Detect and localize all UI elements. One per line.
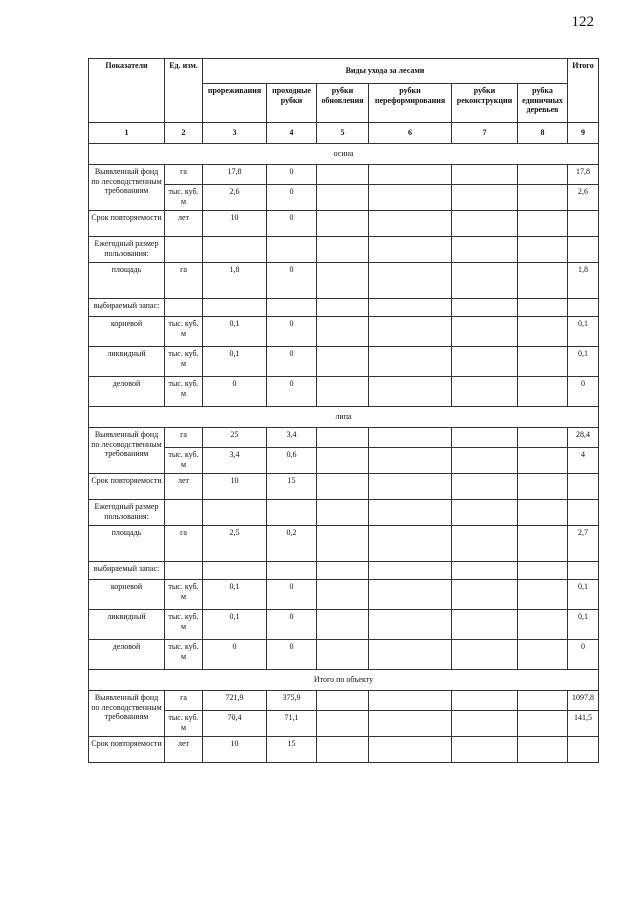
empty-cell: [518, 711, 568, 737]
thinning-value: 70,4: [203, 711, 267, 737]
empty-cell: [452, 691, 518, 711]
row-unit: [165, 500, 203, 526]
total-value: [568, 474, 599, 500]
empty-cell: [518, 185, 568, 211]
empty-cell: [518, 640, 568, 670]
thinning-value: [203, 500, 267, 526]
empty-cell: [518, 474, 568, 500]
empty-cell: [369, 711, 452, 737]
column-number: 4: [267, 123, 317, 144]
header-thinning: прореживания: [203, 84, 267, 123]
total-value: [568, 299, 599, 317]
row-unit: лет: [165, 474, 203, 500]
empty-cell: [369, 691, 452, 711]
section-title: Итого по объекту: [89, 670, 599, 691]
total-value: 0: [568, 640, 599, 670]
row-unit: га: [165, 526, 203, 562]
total-value: [568, 737, 599, 763]
empty-cell: [317, 299, 369, 317]
passing-cut-value: 0: [267, 580, 317, 610]
total-value: 1,8: [568, 263, 599, 299]
row-label: Ежегодный размер пользования:: [89, 237, 165, 263]
passing-cut-value: [267, 299, 317, 317]
table-row: [89, 580, 599, 610]
row-unit: тыс. куб. м: [165, 317, 203, 347]
column-number: 7: [452, 123, 518, 144]
empty-cell: [518, 610, 568, 640]
empty-cell: [369, 562, 452, 580]
thinning-value: 0: [203, 640, 267, 670]
empty-cell: [317, 526, 369, 562]
empty-cell: [518, 737, 568, 763]
empty-cell: [317, 428, 369, 448]
empty-cell: [369, 263, 452, 299]
header-indicator: Показатели: [89, 59, 165, 123]
empty-cell: [369, 640, 452, 670]
row-unit: тыс. куб. м: [165, 185, 203, 211]
empty-cell: [518, 377, 568, 407]
row-label: ликвидный: [89, 610, 165, 640]
total-value: [568, 562, 599, 580]
empty-cell: [452, 610, 518, 640]
empty-cell: [518, 211, 568, 237]
passing-cut-value: 15: [267, 737, 317, 763]
empty-cell: [317, 165, 369, 185]
empty-cell: [452, 526, 518, 562]
row-unit: тыс. куб. м: [165, 610, 203, 640]
row-unit: га: [165, 691, 203, 711]
header-renewal-cut: рубки обновления: [317, 84, 369, 123]
empty-cell: [518, 526, 568, 562]
thinning-value: 25: [203, 428, 267, 448]
empty-cell: [369, 377, 452, 407]
empty-cell: [369, 299, 452, 317]
total-value: [568, 500, 599, 526]
empty-cell: [452, 185, 518, 211]
passing-cut-value: 0: [267, 263, 317, 299]
total-value: 141,5: [568, 711, 599, 737]
column-number: 8: [518, 123, 568, 144]
row-unit: лет: [165, 211, 203, 237]
empty-cell: [452, 237, 518, 263]
empty-cell: [369, 580, 452, 610]
empty-cell: [452, 711, 518, 737]
empty-cell: [452, 580, 518, 610]
row-unit: лет: [165, 737, 203, 763]
empty-cell: [518, 165, 568, 185]
header-single-tree-cut: рубка единичных деревьев: [518, 84, 568, 123]
passing-cut-value: 0,6: [267, 448, 317, 474]
passing-cut-value: 375,9: [267, 691, 317, 711]
empty-cell: [452, 562, 518, 580]
empty-cell: [518, 317, 568, 347]
row-label: корневой: [89, 317, 165, 347]
passing-cut-value: 0: [267, 165, 317, 185]
empty-cell: [518, 562, 568, 580]
row-label: деловой: [89, 377, 165, 407]
empty-cell: [452, 377, 518, 407]
empty-cell: [452, 737, 518, 763]
column-number: 6: [369, 123, 452, 144]
table-row: [89, 526, 599, 562]
passing-cut-value: [267, 500, 317, 526]
row-unit: [165, 237, 203, 263]
table-row: [89, 211, 599, 237]
passing-cut-value: 0: [267, 211, 317, 237]
empty-cell: [518, 500, 568, 526]
row-unit: тыс. куб. м: [165, 448, 203, 474]
total-value: 17,8: [568, 165, 599, 185]
empty-cell: [518, 691, 568, 711]
row-unit: тыс. куб. м: [165, 640, 203, 670]
row-label: Срок повторяемости: [89, 737, 165, 763]
passing-cut-value: 3,4: [267, 428, 317, 448]
empty-cell: [369, 211, 452, 237]
empty-cell: [369, 737, 452, 763]
row-unit: [165, 562, 203, 580]
row-label: Выявленный фонд по лесоводственным требованиям: [89, 428, 165, 474]
thinning-value: [203, 562, 267, 580]
passing-cut-value: 15: [267, 474, 317, 500]
empty-cell: [452, 299, 518, 317]
total-value: 28,4: [568, 428, 599, 448]
row-unit: [165, 299, 203, 317]
empty-cell: [452, 500, 518, 526]
section-row: [89, 670, 599, 691]
empty-cell: [317, 691, 369, 711]
thinning-value: 2,5: [203, 526, 267, 562]
table-row: [89, 185, 599, 211]
empty-cell: [369, 474, 452, 500]
header-total: Итого: [568, 59, 599, 123]
empty-cell: [452, 165, 518, 185]
total-value: 2,6: [568, 185, 599, 211]
empty-cell: [317, 580, 369, 610]
empty-cell: [317, 610, 369, 640]
section-title: липа: [89, 407, 599, 428]
empty-cell: [369, 165, 452, 185]
row-label: корневой: [89, 580, 165, 610]
passing-cut-value: 0: [267, 317, 317, 347]
table-row: [89, 347, 599, 377]
empty-cell: [369, 610, 452, 640]
row-label: деловой: [89, 640, 165, 670]
forest-care-table: [88, 58, 599, 763]
passing-cut-value: 0: [267, 377, 317, 407]
row-unit: тыс. куб. м: [165, 377, 203, 407]
row-unit: га: [165, 263, 203, 299]
empty-cell: [452, 428, 518, 448]
thinning-value: 10: [203, 474, 267, 500]
table-row: [89, 263, 599, 299]
total-value: 4: [568, 448, 599, 474]
total-value: 0,1: [568, 610, 599, 640]
empty-cell: [452, 448, 518, 474]
empty-cell: [452, 640, 518, 670]
column-number: 2: [165, 123, 203, 144]
thinning-value: [203, 237, 267, 263]
page-number: 122: [571, 14, 594, 30]
thinning-value: 0,1: [203, 317, 267, 347]
empty-cell: [369, 448, 452, 474]
passing-cut-value: [267, 562, 317, 580]
row-label: площадь: [89, 526, 165, 562]
empty-cell: [317, 474, 369, 500]
row-label: площадь: [89, 263, 165, 299]
empty-cell: [518, 299, 568, 317]
empty-cell: [317, 562, 369, 580]
thinning-value: 3,4: [203, 448, 267, 474]
table-row: [89, 377, 599, 407]
table-row: [89, 640, 599, 670]
table-row: [89, 737, 599, 763]
row-unit: га: [165, 428, 203, 448]
header-reconstruction-cut: рубки реконструкции: [452, 84, 518, 123]
empty-cell: [518, 428, 568, 448]
table-row: [89, 299, 599, 317]
thinning-value: 17,8: [203, 165, 267, 185]
thinning-value: [203, 299, 267, 317]
empty-cell: [317, 448, 369, 474]
passing-cut-value: 71,1: [267, 711, 317, 737]
thinning-value: 10: [203, 737, 267, 763]
row-unit: га: [165, 165, 203, 185]
row-label: Ежегодный размер пользования:: [89, 500, 165, 526]
passing-cut-value: 0: [267, 185, 317, 211]
total-value: 2,7: [568, 526, 599, 562]
table-row: [89, 562, 599, 580]
empty-cell: [317, 377, 369, 407]
empty-cell: [518, 448, 568, 474]
empty-cell: [518, 347, 568, 377]
total-value: [568, 237, 599, 263]
table-row: [89, 237, 599, 263]
table-row: [89, 500, 599, 526]
section-row: [89, 407, 599, 428]
total-value: 0,1: [568, 317, 599, 347]
passing-cut-value: 0: [267, 610, 317, 640]
header-reformation-cut: рубки переформирования: [369, 84, 452, 123]
thinning-value: 0,1: [203, 580, 267, 610]
thinning-value: 2,6: [203, 185, 267, 211]
empty-cell: [317, 317, 369, 347]
total-value: 0: [568, 377, 599, 407]
passing-cut-value: 0: [267, 347, 317, 377]
empty-cell: [518, 580, 568, 610]
empty-cell: [317, 737, 369, 763]
row-unit: тыс. куб. м: [165, 580, 203, 610]
empty-cell: [369, 428, 452, 448]
row-label: Срок повторяемости: [89, 211, 165, 237]
table-row: [89, 610, 599, 640]
empty-cell: [317, 347, 369, 377]
thinning-value: 0: [203, 377, 267, 407]
header-care-types: Виды ухода за лесами: [203, 59, 568, 84]
empty-cell: [317, 263, 369, 299]
empty-cell: [452, 263, 518, 299]
total-value: 0,1: [568, 580, 599, 610]
empty-cell: [369, 500, 452, 526]
table-row: [89, 448, 599, 474]
empty-cell: [317, 711, 369, 737]
thinning-value: 0,1: [203, 610, 267, 640]
empty-cell: [369, 347, 452, 377]
section-title: осина: [89, 144, 599, 165]
thinning-value: 0,1: [203, 347, 267, 377]
empty-cell: [518, 237, 568, 263]
total-value: 0,1: [568, 347, 599, 377]
total-value: [568, 211, 599, 237]
thinning-value: 1,8: [203, 263, 267, 299]
row-label: ликвидный: [89, 347, 165, 377]
column-number: 1: [89, 123, 165, 144]
row-unit: тыс. куб. м: [165, 347, 203, 377]
section-row: [89, 144, 599, 165]
row-unit: тыс. куб. м: [165, 711, 203, 737]
passing-cut-value: 0: [267, 640, 317, 670]
row-label: выбираемый запас:: [89, 562, 165, 580]
empty-cell: [369, 526, 452, 562]
column-number: 3: [203, 123, 267, 144]
table-body: [89, 144, 599, 763]
empty-cell: [317, 237, 369, 263]
table-row: [89, 428, 599, 448]
row-label: выбираемый запас:: [89, 299, 165, 317]
header-passing-cut: проходные рубки: [267, 84, 317, 123]
thinning-value: 721,9: [203, 691, 267, 711]
column-number: 5: [317, 123, 369, 144]
empty-cell: [317, 500, 369, 526]
header-unit: Ед. изм.: [165, 59, 203, 123]
table-row: [89, 691, 599, 711]
table-row: [89, 711, 599, 737]
passing-cut-value: [267, 237, 317, 263]
total-value: 1097,8: [568, 691, 599, 711]
empty-cell: [369, 317, 452, 347]
empty-cell: [452, 317, 518, 347]
table-row: [89, 474, 599, 500]
empty-cell: [317, 640, 369, 670]
empty-cell: [369, 237, 452, 263]
passing-cut-value: 0,2: [267, 526, 317, 562]
row-label: Выявленный фонд по лесоводственным требованиям: [89, 165, 165, 211]
row-label: Выявленный фонд по лесоводственным требованиям: [89, 691, 165, 737]
empty-cell: [369, 185, 452, 211]
row-label: Срок повторяемости: [89, 474, 165, 500]
empty-cell: [317, 211, 369, 237]
thinning-value: 10: [203, 211, 267, 237]
empty-cell: [452, 347, 518, 377]
table-row: [89, 165, 599, 185]
table-row: [89, 317, 599, 347]
empty-cell: [452, 211, 518, 237]
empty-cell: [518, 263, 568, 299]
column-number: 9: [568, 123, 599, 144]
empty-cell: [452, 474, 518, 500]
empty-cell: [317, 185, 369, 211]
